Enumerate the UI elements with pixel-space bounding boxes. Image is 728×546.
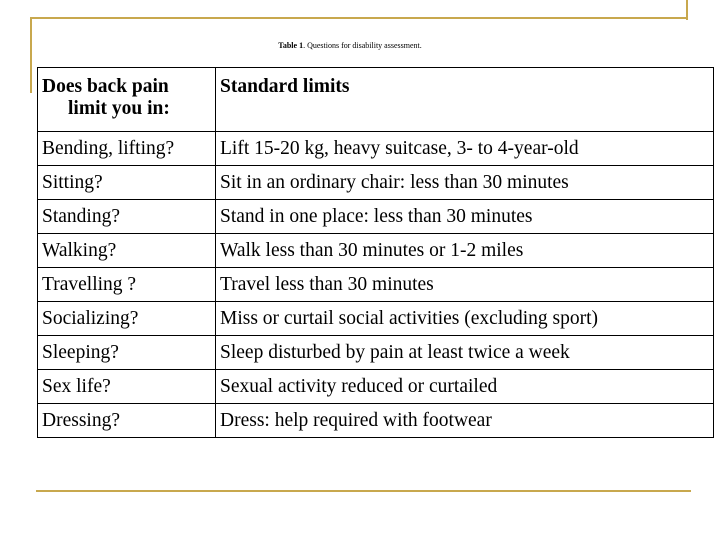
limit-cell: Stand in one place: less than 30 minutes xyxy=(216,200,714,234)
header-question-cell xyxy=(38,68,216,132)
top-accent-line xyxy=(30,17,686,19)
question-cell: Bending, lifting? xyxy=(38,132,216,166)
question-cell: Dressing? xyxy=(38,404,216,438)
bottom-accent-line xyxy=(36,490,691,492)
table-row xyxy=(38,302,714,336)
table-row xyxy=(38,234,714,268)
limit-cell: Walk less than 30 minutes or 1-2 miles xyxy=(216,234,714,268)
table-row xyxy=(38,336,714,370)
table-caption xyxy=(0,41,700,50)
limit-cell: Sleep disturbed by pain at least twice a week xyxy=(216,336,714,370)
header-question-line2: limit you in: xyxy=(68,98,170,119)
table-row xyxy=(38,166,714,200)
header-limits-cell: Standard limits xyxy=(216,68,714,132)
table-caption-text: . Questions for disability assessment. xyxy=(303,41,422,50)
limit-cell: Sexual activity reduced or curtailed xyxy=(216,370,714,404)
question-cell: Sitting? xyxy=(38,166,216,200)
disability-table xyxy=(37,67,714,438)
limit-cell: Sit in an ordinary chair: less than 30 minutes xyxy=(216,166,714,200)
question-cell: Sex life? xyxy=(38,370,216,404)
limit-cell: Dress: help required with footwear xyxy=(216,404,714,438)
header-question-line1: Does back pain xyxy=(42,76,169,97)
table-row xyxy=(38,370,714,404)
question-cell: Travelling ? xyxy=(38,268,216,302)
table-row xyxy=(38,200,714,234)
left-accent-line xyxy=(30,17,32,93)
table-caption-label: Table 1 xyxy=(278,41,304,50)
table-row xyxy=(38,404,714,438)
limit-cell: Travel less than 30 minutes xyxy=(216,268,714,302)
question-cell: Standing? xyxy=(38,200,216,234)
question-cell: Sleeping? xyxy=(38,336,216,370)
limit-cell: Miss or curtail social activities (excluding sport) xyxy=(216,302,714,336)
question-cell: Socializing? xyxy=(38,302,216,336)
right-accent-line xyxy=(686,0,688,20)
question-cell: Walking? xyxy=(38,234,216,268)
table-row xyxy=(38,268,714,302)
table-header-row xyxy=(38,68,714,132)
limit-cell: Lift 15-20 kg, heavy suitcase, 3- to 4-year-old xyxy=(216,132,714,166)
table-row xyxy=(38,132,714,166)
